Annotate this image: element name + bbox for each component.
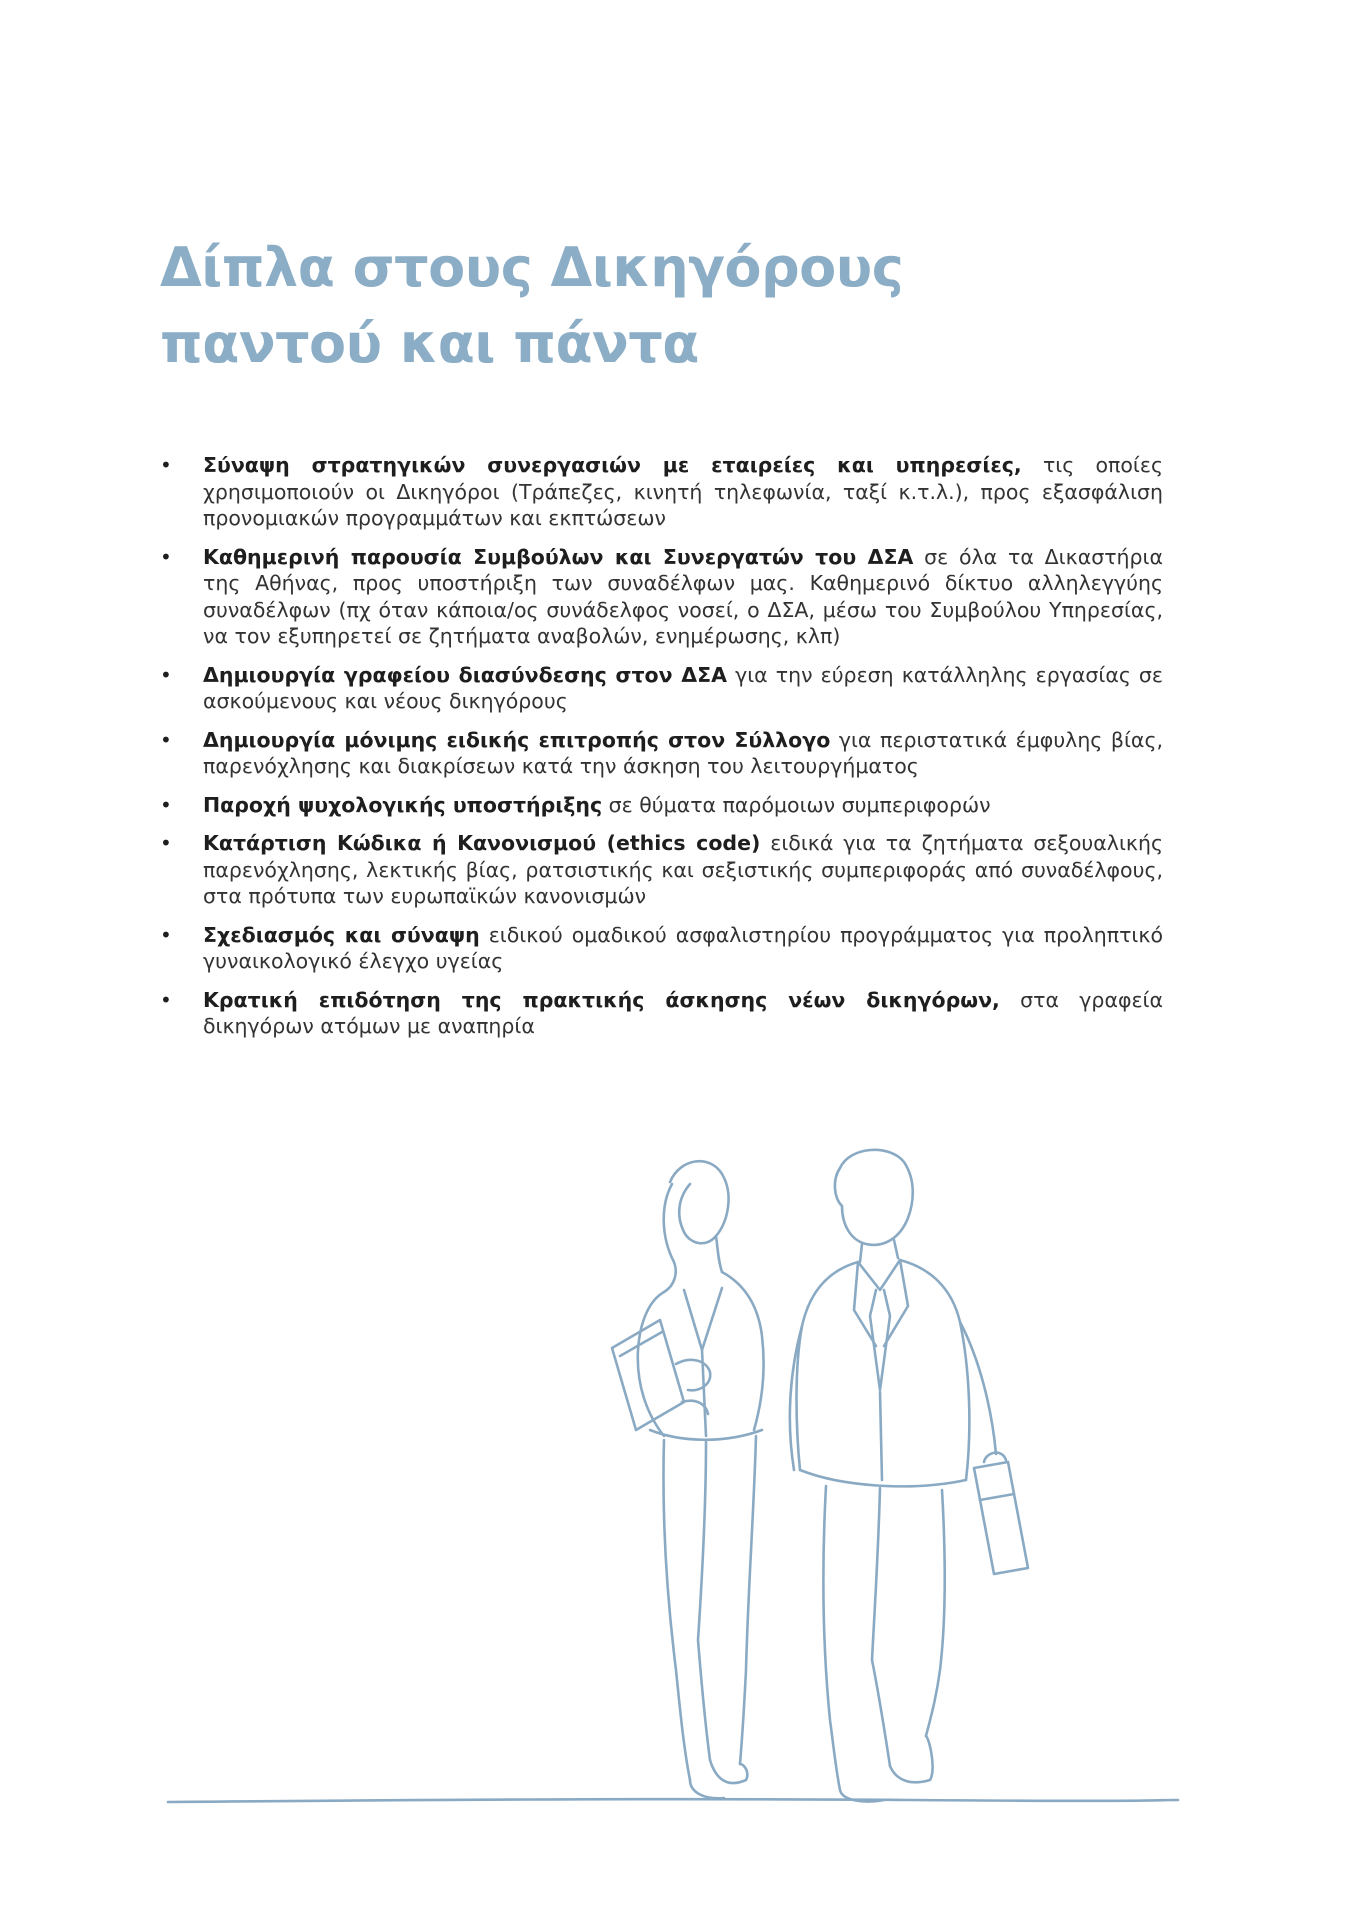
list-item-text: τις οποίες χρησιμοποιούν οι Δικηγόροι (Τράπεζες, κινητή τηλεφωνία, ταξί κ.τ.λ.), προς εξασφάλιση προνομιακών προγραμμάτων και εκπτώσεων (203, 453, 1163, 530)
bullet-icon: • (160, 792, 172, 817)
list-item-text: για περιστατικά έμφυλης βίας, παρενόχλησης και διακρίσεων κατά την άσκηση του λειτουργήματος (203, 727, 1163, 778)
list-item-text: στα γραφεία δικηγόρων ατόμων με αναπηρία (203, 987, 1164, 1038)
list-item (160, 830, 1163, 910)
list-item-bold: Σχεδιασμός και σύναψη (203, 922, 480, 947)
bullet-icon: • (160, 727, 172, 752)
bullet-icon: • (160, 987, 172, 1012)
page-title (160, 230, 903, 382)
list-item-bold: Καθημερινή παρουσία Συμβούλων και Συνεργατών του ΔΣΑ (203, 544, 914, 569)
two-lawyers-walking-line-art-icon (150, 1140, 1190, 1840)
list-item-text: ειδικού ομαδικού ασφαλιστηρίου προγράμματος για προληπτικό γυναικολογικό έλεγχο υγείας (203, 922, 1163, 973)
list-item-bold: Δημιουργία μόνιμης ειδικής επιτροπής στον Σύλλογο (203, 727, 831, 752)
list-item (160, 727, 1163, 780)
list-item (160, 922, 1163, 975)
list-item-text: σε θύματα παρόμοιων συμπεριφορών (602, 792, 991, 817)
list-item-text: για την εύρεση κατάλληλης εργασίας σε ασκούμενους και νέους δικηγόρους (203, 662, 1164, 713)
list-item (160, 452, 1163, 532)
list-item (160, 544, 1163, 650)
bullet-icon: • (160, 453, 172, 477)
list-item-bold: Κατάρτιση Κώδικα ή Κανονισμού (ethics code) (203, 831, 761, 855)
list-item-bold: Κρατική επιδότηση της πρακτικής άσκησης νέων δικηγόρων, (203, 987, 1000, 1012)
page-title-line-2: παντού και πάντα (160, 312, 699, 375)
bullet-icon: • (160, 831, 172, 855)
bullet-icon: • (160, 544, 172, 569)
list-item-bold: Παροχή ψυχολογικής υποστήριξης (203, 792, 603, 817)
page-title-line-1: Δίπλα στους Δικηγόρους (160, 236, 904, 299)
list-item (160, 987, 1163, 1040)
bullet-icon: • (160, 662, 172, 687)
proposal-list (160, 452, 1163, 1052)
list-item (160, 662, 1163, 715)
list-item-text: σε όλα τα Δικαστήρια της Αθήνας, προς υποστήριξη των συναδέλφων μας. Καθημερινό δίκτυο αλληλεγγύης συναδέλφων (πχ όταν κάποια/ος συνάδελφος νοσεί, ο ΔΣΑ, μέσω του Συμβούλου Υπηρεσίας, να τον εξυπηρετεί σε ζητήματα αναβολών, ενημέρωσης, κλπ) (203, 544, 1163, 648)
list-item (160, 792, 1163, 819)
list-item-text: ειδικά για τα ζητήματα σεξουαλικής παρενόχλησης, λεκτικής βίας, ρατσιστικής και σεξιστικής συμπεριφοράς από συναδέλφους, στα πρότυπα των ευρωπαϊκών κανονισμών (203, 831, 1163, 908)
bullet-icon: • (160, 922, 172, 947)
list-item-bold: Σύναψη στρατηγικών συνεργασιών με εταιρείες και υπηρεσίες, (203, 453, 1022, 477)
list-item-bold: Δημιουργία γραφείου διασύνδεσης στον ΔΣΑ (203, 662, 728, 687)
